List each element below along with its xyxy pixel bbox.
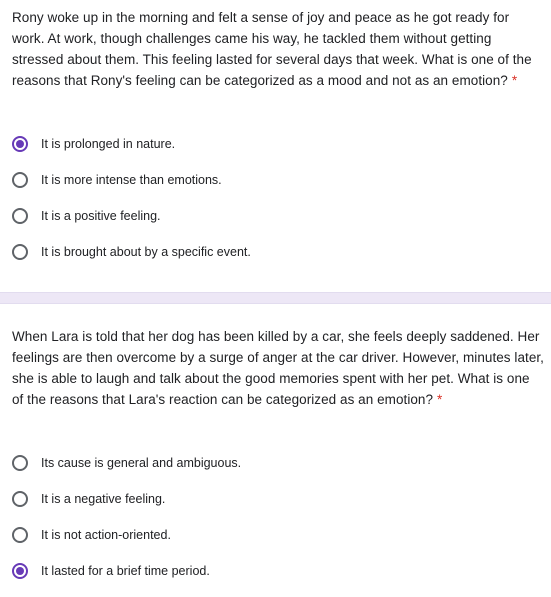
radio-button[interactable]: [12, 208, 28, 224]
question-1-option-1[interactable]: [12, 134, 175, 154]
question-1-text: [12, 7, 544, 91]
radio-button[interactable]: [12, 172, 28, 188]
question-1-option-3[interactable]: [12, 206, 161, 226]
question-1-option-4[interactable]: [12, 242, 251, 262]
question-2-option-4[interactable]: [12, 561, 210, 581]
option-label: It is a negative feeling.: [41, 492, 166, 506]
section-divider: [0, 292, 551, 304]
option-label: Its cause is general and ambiguous.: [41, 456, 242, 470]
radio-button[interactable]: [12, 136, 28, 152]
radio-button[interactable]: [12, 244, 28, 260]
option-label: It is prolonged in nature.: [41, 137, 176, 151]
radio-button[interactable]: [12, 491, 28, 507]
option-label: It is a positive feeling.: [41, 209, 161, 223]
question-2-text: [12, 326, 544, 410]
radio-button[interactable]: [12, 455, 28, 471]
question-1-prompt: Rony woke up in the morning and felt a sense of joy and peace as he got ready for work. At work, though challenges came his way, he tackled them without getting stressed about them. This feeling lasted for several days that week. What is one of the reasons that Rony's feeling can be categorized as a mood and not as an emotion?: [12, 10, 532, 88]
option-label: It is brought about by a specific event.: [41, 245, 251, 259]
question-2-option-3[interactable]: [12, 525, 171, 545]
required-asterisk: *: [511, 73, 518, 88]
required-asterisk: *: [437, 392, 443, 407]
option-label: It is not action-oriented.: [41, 528, 171, 542]
radio-button[interactable]: [12, 527, 28, 543]
option-label: It lasted for a brief time period.: [41, 564, 210, 578]
radio-button[interactable]: [12, 563, 28, 579]
question-2-option-2[interactable]: [12, 489, 165, 509]
option-label: It is more intense than emotions.: [41, 173, 222, 187]
question-1-option-2[interactable]: [12, 170, 222, 190]
question-2-prompt: When Lara is told that her dog has been killed by a car, she feels deeply saddened. Her feelings are then overcome by a surge of anger at the car driver. However, minutes later, she is able to laugh and talk about the good memories spent with her pet. What is one of the reasons that Lara's reaction can be categorized as an emotion?: [12, 329, 544, 407]
question-2-option-1[interactable]: [12, 453, 241, 473]
